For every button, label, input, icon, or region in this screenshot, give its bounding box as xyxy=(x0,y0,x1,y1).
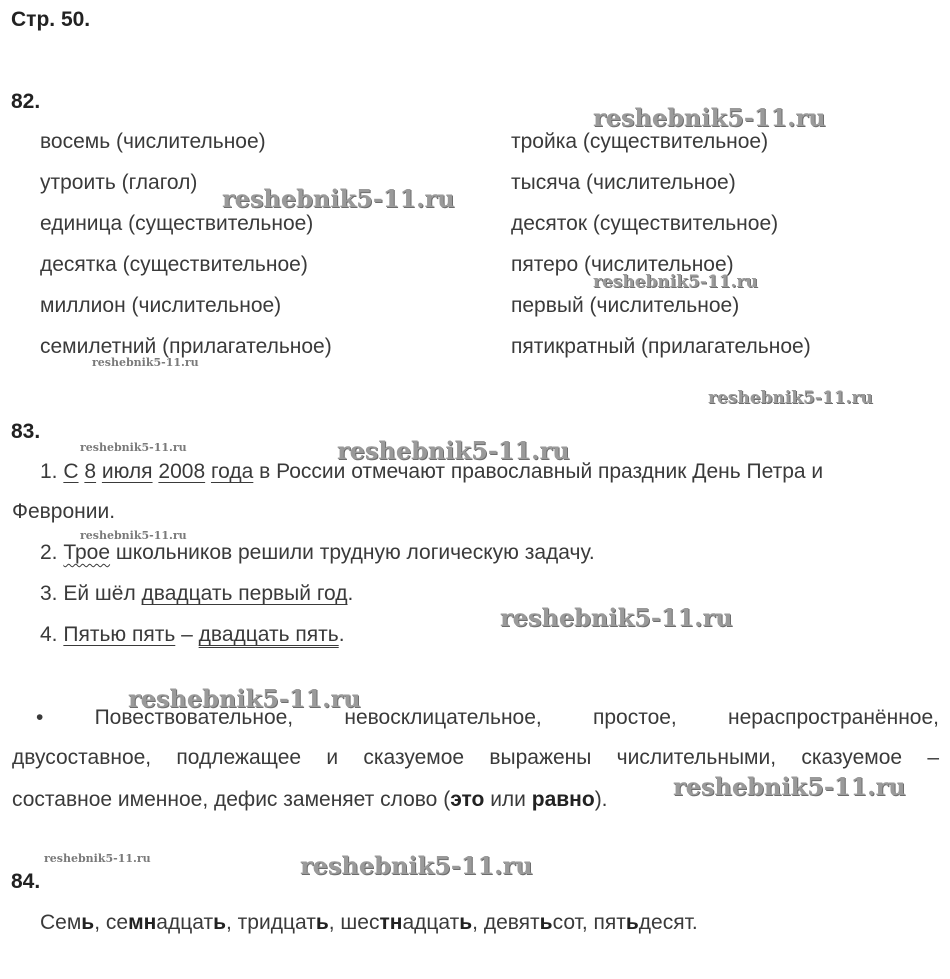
ex82-right-item: пятикратный (прилагательное) xyxy=(511,335,811,358)
highlighted-letters: ь xyxy=(213,911,227,934)
analysis-text: составное именное, дефис заменяет слово ( xyxy=(12,788,451,811)
word-fragment: сот, пят xyxy=(552,911,626,934)
highlighted-letters: тн xyxy=(379,911,403,934)
ex82-right-item: десяток (существительное) xyxy=(511,212,779,235)
ex82-left-item: десятка (существительное) xyxy=(40,253,308,276)
ex82-left-item: единица (существительное) xyxy=(40,212,314,235)
watermark: reshebnik5-11.ru xyxy=(593,272,758,292)
subject-word: Трое xyxy=(63,541,111,564)
ex83-sentence-2 xyxy=(40,541,595,565)
highlighted-letters: мн xyxy=(128,911,157,934)
ex82-right-item: первый (числительное) xyxy=(511,294,740,317)
watermark: reshebnik5-11.ru xyxy=(44,852,151,865)
exercise-82-number: 82. xyxy=(11,90,41,113)
ex83-sentence-1 xyxy=(40,460,823,484)
analysis-line-3 xyxy=(12,788,608,812)
watermark: reshebnik5-11.ru xyxy=(92,356,199,369)
analysis-line-2: двусоставное, подлежащее и сказуемое выражены числительными, сказуемое – xyxy=(12,746,939,769)
highlighted-letters: ь xyxy=(539,911,553,934)
highlighted-letters: ь xyxy=(625,911,639,934)
watermark: reshebnik5-11.ru xyxy=(673,772,906,801)
watermark: reshebnik5-11.ru xyxy=(337,436,570,465)
analysis-line-1: • Повествовательное, невосклицательное, простое, нераспространённое, xyxy=(36,706,939,729)
sentence-end: . xyxy=(338,623,345,646)
exercise-83-number: 83. xyxy=(11,420,41,443)
ex82-right-item: тройка (существительное) xyxy=(511,130,769,153)
sentence-prefix: 2. xyxy=(40,541,64,564)
adverbial-word: июля xyxy=(101,460,153,483)
watermark: reshebnik5-11.ru xyxy=(222,184,455,213)
sentence-prefix: 3. Ей шёл xyxy=(40,582,142,605)
page-header: Стр. 50. xyxy=(11,8,91,31)
exercise-84-number: 84. xyxy=(11,870,41,893)
dash: – xyxy=(175,623,199,646)
ex84-answer xyxy=(40,911,698,935)
ex83-sentence-3 xyxy=(40,582,353,606)
word-fragment: , шес xyxy=(328,911,380,934)
word-fragment: десят. xyxy=(638,911,698,934)
highlighted-letters: ь xyxy=(315,911,329,934)
highlighted-letters: ь xyxy=(81,911,95,934)
adverbial-word: года xyxy=(210,460,254,483)
ex82-right-item: пятеро (числительное) xyxy=(511,253,734,276)
analysis-text: ). xyxy=(594,788,608,811)
word-fragment: адцат xyxy=(156,911,214,934)
watermark: reshebnik5-11.ru xyxy=(500,603,733,632)
sentence-prefix: 4. xyxy=(40,623,64,646)
ex83-sentence-1-cont: Февронии. xyxy=(12,500,116,523)
sentence-rest: школьников решили трудную логическую задачу. xyxy=(110,541,595,564)
watermark: reshebnik5-11.ru xyxy=(80,529,187,542)
adverbial-word: 2008 xyxy=(158,460,206,483)
analysis-text: или xyxy=(484,788,532,811)
ex82-left-item: утроить (глагол) xyxy=(40,171,198,194)
ex82-right-item: тысяча (числительное) xyxy=(511,171,736,194)
adverbial-word: С xyxy=(63,460,79,483)
word-fragment: , тридцат xyxy=(226,911,316,934)
watermark: reshebnik5-11.ru xyxy=(128,684,361,713)
adverbial-word: 8 xyxy=(84,460,97,483)
highlighted-letters: ь xyxy=(459,911,473,934)
predicate-phrase: двадцать первый год xyxy=(141,582,348,605)
sentence-end: . xyxy=(347,582,354,605)
word-fragment: адцат xyxy=(402,911,460,934)
watermark: reshebnik5-11.ru xyxy=(708,388,873,408)
predicate-phrase: двадцать пять xyxy=(198,623,339,646)
ex82-left-item: семилетний (прилагательное) xyxy=(40,335,332,358)
word-fragment: Сем xyxy=(40,911,82,934)
subject-phrase: Пятью пять xyxy=(63,623,176,646)
word-fragment: , се xyxy=(94,911,129,934)
watermark: reshebnik5-11.ru xyxy=(300,851,533,880)
bold-word: это xyxy=(450,788,485,811)
ex82-left-item: восемь (числительное) xyxy=(40,130,266,153)
sentence-rest: в России отмечают православный праздник День Петра и xyxy=(253,460,824,483)
watermark: reshebnik5-11.ru xyxy=(593,103,826,132)
bold-word: равно xyxy=(531,788,595,811)
sentence-prefix: 1. xyxy=(40,460,64,483)
ex82-left-item: миллион (числительное) xyxy=(40,294,282,317)
ex83-sentence-4 xyxy=(40,623,345,647)
watermark: reshebnik5-11.ru xyxy=(80,441,187,454)
word-fragment: , девят xyxy=(472,911,540,934)
